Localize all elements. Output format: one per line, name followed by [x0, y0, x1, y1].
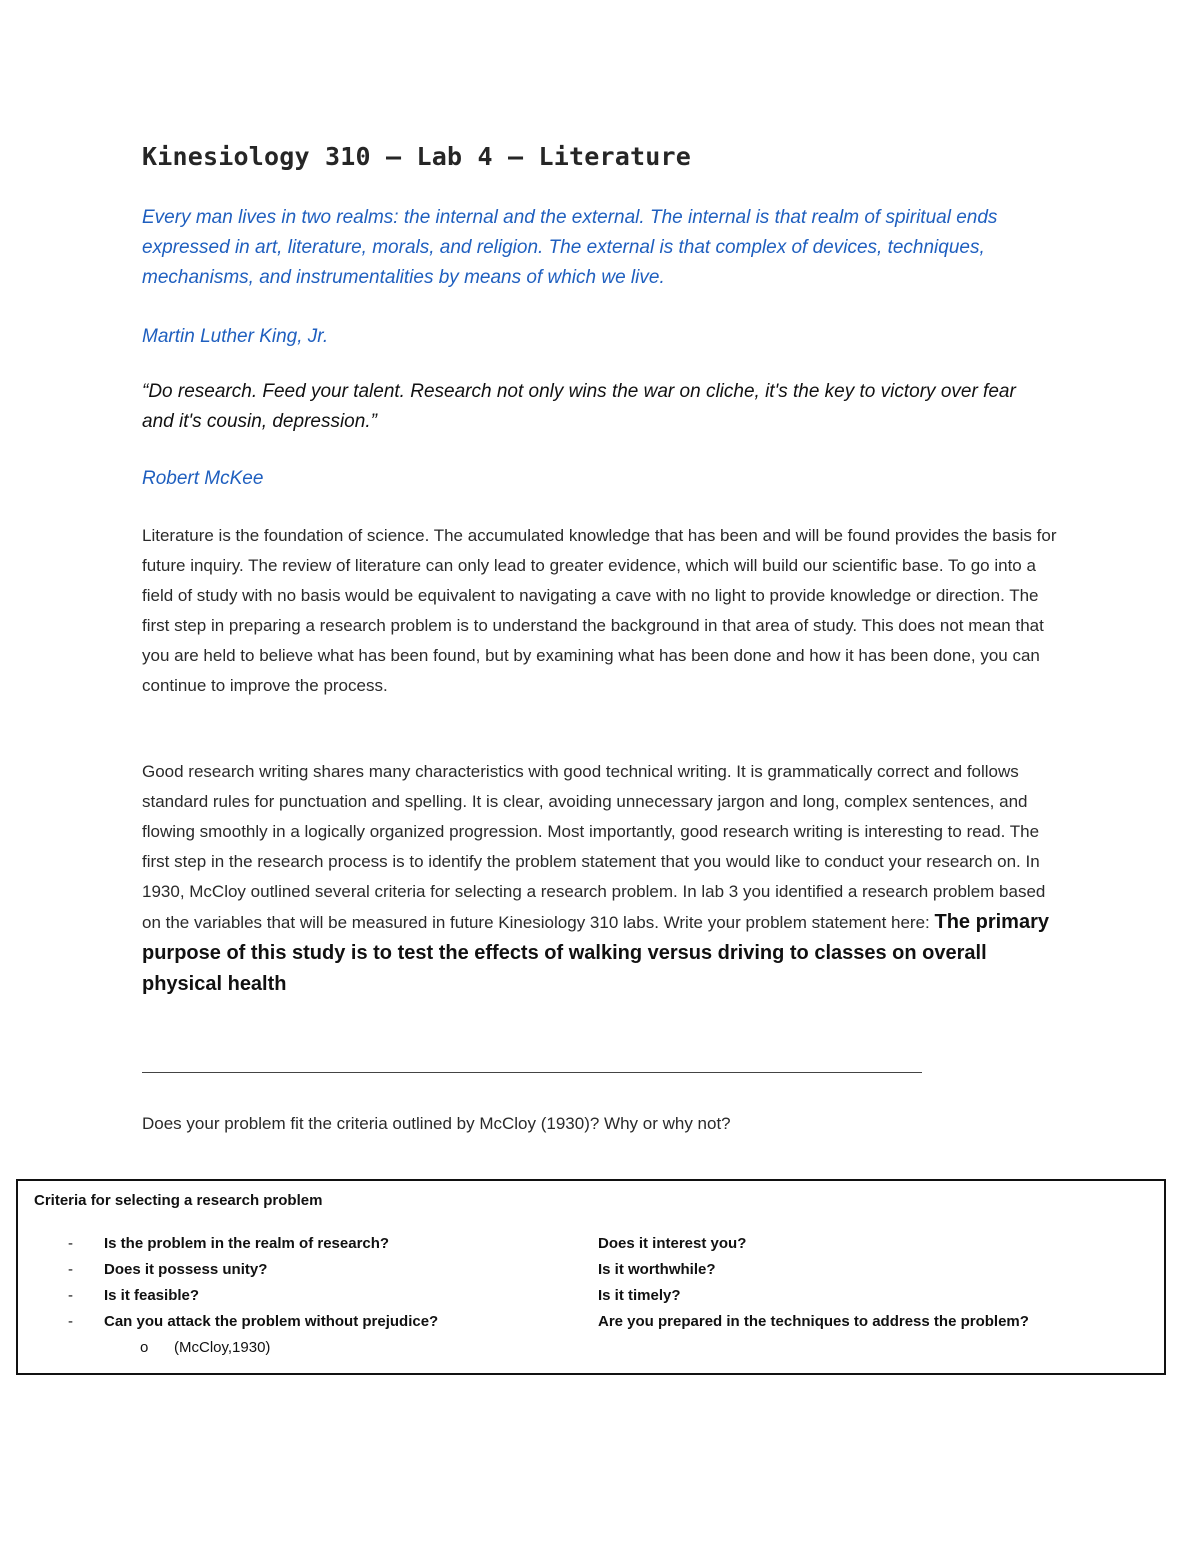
- criteria-list-left: [68, 1231, 588, 1335]
- dash-bullet-icon: -: [68, 1287, 73, 1304]
- literature-paragraph: Literature is the foundation of science. The accumulated knowledge that has been and will be found provides the basis for future inquiry. The review of literature can only lead to greater evidence, which will build our scientific base. To go into a field of study with no basis would be equivalent to navigating a cave with no light to provide knowledge or direction. The first step in preparing a research problem is to understand the background in that area of study. This does not mean that you are held to believe what has been found, but by examining what has been done and how it has been done, you can continue to improve the process.: [142, 526, 1057, 695]
- criteria-item: [598, 1257, 1138, 1283]
- criteria-question: Does your problem fit the criteria outlined by McCloy (1930)? Why or why not?: [142, 1114, 731, 1133]
- criteria-title: Criteria for selecting a research problem: [34, 1192, 323, 1209]
- criteria-item: [68, 1283, 588, 1309]
- research-writing-paragraph: [142, 757, 1057, 1000]
- quote-mckee-author: Robert McKee: [142, 468, 264, 489]
- criteria-item-label: Is it timely?: [598, 1287, 681, 1304]
- criteria-item-label: Are you prepared in the techniques to address the problem?: [598, 1313, 1029, 1330]
- criteria-item: [68, 1231, 588, 1257]
- problem-statement[interactable]: The primary purpose of this study is to test the effects of walking versus driving to classes on overall physical health: [142, 911, 1049, 995]
- dash-bullet-icon: -: [68, 1313, 73, 1330]
- research-writing-text: Good research writing shares many characteristics with good technical writing. It is grammatically correct and follows standard rules for punctuation and spelling. It is clear, avoiding unnecessary jargon and long, complex sentences, and flowing smoothly in a logically organized progression. Most importantly, good research writing is interesting to read. The first step in the research process is to identify the problem statement that you would like to conduct your research on. In 1930, McCloy outlined several criteria for selecting a research problem. In lab 3 you identified a research problem based on the variables that will be measured in future Kinesiology 310 labs. Write your problem statement here:: [142, 762, 1046, 932]
- criteria-item: [598, 1231, 1138, 1257]
- quote-mlk-author: Martin Luther King, Jr.: [142, 326, 329, 347]
- criteria-item-label: Does it interest you?: [598, 1235, 747, 1252]
- criteria-item-label: Does it possess unity?: [104, 1261, 268, 1278]
- criteria-item: [598, 1309, 1138, 1335]
- criteria-item: [68, 1309, 588, 1335]
- answer-line: [142, 1072, 922, 1073]
- criteria-item-label: Can you attack the problem without prejudice?: [104, 1313, 439, 1330]
- dash-bullet-icon: -: [68, 1235, 73, 1252]
- criteria-item-label: Is the problem in the realm of research?: [104, 1235, 390, 1252]
- quote-mckee-text: “Do research. Feed your talent. Research not only wins the war on cliche, it's the key to victory over fear and it's cousin, depression.”: [142, 381, 1016, 432]
- page-title: Kinesiology 310 – Lab 4 – Literature: [142, 142, 692, 171]
- criteria-item-label: Is it worthwhile?: [598, 1261, 716, 1278]
- criteria-item-label: Is it feasible?: [104, 1287, 200, 1304]
- criteria-box: [16, 1179, 1166, 1375]
- citation-text: (McCloy,1930): [174, 1339, 271, 1356]
- citation-item: [140, 1335, 270, 1361]
- criteria-list-right: [598, 1231, 1138, 1335]
- circle-bullet-icon: o: [140, 1339, 149, 1356]
- dash-bullet-icon: -: [68, 1261, 73, 1278]
- quote-mlk-text: Every man lives in two realms: the internal and the external. The internal is that realm of spiritual ends expressed in art, literature, morals, and religion. The external is that complex of devices, techniques, mechanisms, and instrumentalities by means of which we live.: [142, 207, 998, 288]
- criteria-item: [598, 1283, 1138, 1309]
- criteria-item: [68, 1257, 588, 1283]
